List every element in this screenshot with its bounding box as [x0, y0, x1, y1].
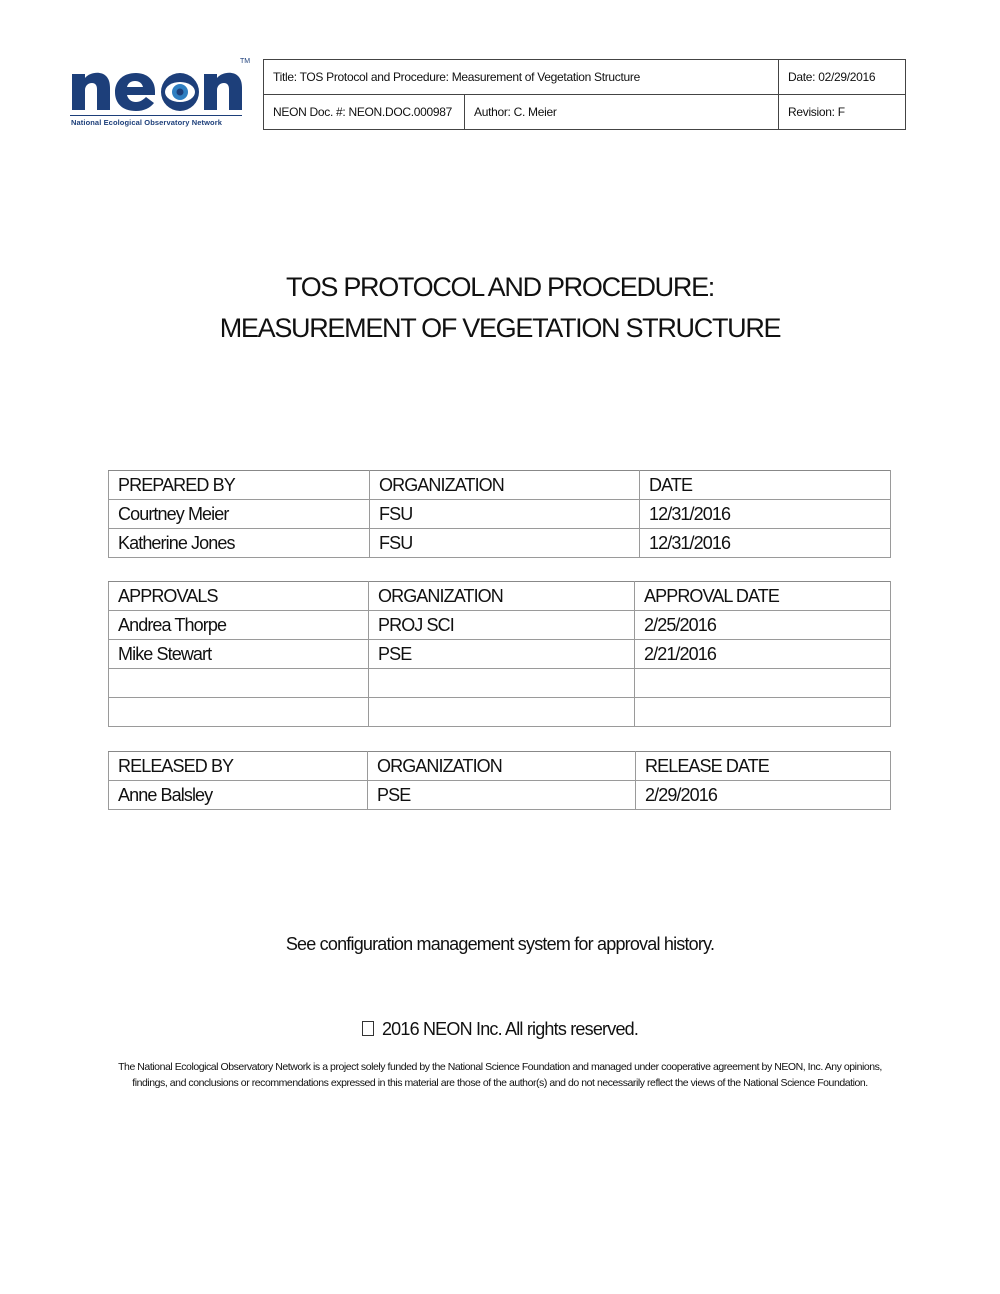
table-cell: Katherine Jones — [109, 529, 370, 558]
table-row — [109, 529, 891, 558]
page-title-line2: MEASUREMENT OF VEGETATION STRUCTURE — [219, 313, 781, 343]
header-author: Author: C. Meier — [465, 95, 779, 130]
approvals-table — [108, 581, 891, 727]
config-note: See configuration management system for approval history. — [285, 934, 715, 954]
table-cell: 2/29/2016 — [636, 781, 891, 810]
table-header-cell: DATE — [640, 471, 891, 500]
table-header-cell: RELEASE DATE — [636, 752, 891, 781]
table-cell: Andrea Thorpe — [109, 611, 369, 640]
neon-wordmark-icon — [68, 58, 251, 118]
table-cell — [369, 669, 635, 698]
table-row — [109, 611, 891, 640]
table-cell: 12/31/2016 — [640, 529, 891, 558]
header-revision: Revision: F — [779, 95, 906, 130]
logo-tm: TM — [240, 58, 251, 65]
table-header-cell: PREPARED BY — [109, 471, 370, 500]
header-title: Title: TOS Protocol and Procedure: Measurement of Vegetation Structure — [264, 60, 779, 95]
logo-underline — [70, 115, 242, 116]
table-cell — [109, 698, 369, 727]
header-date: Date: 02/29/2016 — [779, 60, 906, 95]
table-cell: Courtney Meier — [109, 500, 370, 529]
table-cell — [635, 698, 891, 727]
table-header-row — [109, 471, 891, 500]
header-doc-number: NEON Doc. #: NEON.DOC.000987 — [264, 95, 465, 130]
table-cell — [369, 698, 635, 727]
neon-logo — [68, 58, 251, 130]
table-header-cell: ORGANIZATION — [368, 752, 636, 781]
page-title — [0, 267, 1000, 349]
table-header-cell: RELEASED BY — [109, 752, 368, 781]
table-header-row — [109, 582, 891, 611]
table-header-cell: ORGANIZATION — [370, 471, 640, 500]
page-title-line1: TOS PROTOCOL AND PROCEDURE: — [286, 272, 714, 302]
table-row — [109, 698, 891, 727]
table-cell: PSE — [368, 781, 636, 810]
table-cell: PROJ SCI — [369, 611, 635, 640]
table-row — [109, 781, 891, 810]
table-cell: Mike Stewart — [109, 640, 369, 669]
table-cell: FSU — [370, 529, 640, 558]
table-row — [109, 500, 891, 529]
logo-tagline: National Ecological Observatory Network — [71, 118, 223, 127]
table-cell: PSE — [369, 640, 635, 669]
copyright-icon — [362, 1021, 374, 1036]
table-cell: 12/31/2016 — [640, 500, 891, 529]
table-header-cell: APPROVALS — [109, 582, 369, 611]
funding-disclaimer: The National Ecological Observatory Network is a project solely funded by the National Science Foundation and managed under cooperative agreement by NEON, Inc. Any opinions, findings, and conclusions or recommendations expressed in this material are those of the author(s) and do not necessarily reflect the views of the National Science Foundation. — [118, 1061, 882, 1089]
document-header-table — [263, 59, 906, 130]
table-row — [109, 640, 891, 669]
prepared-by-table — [108, 470, 891, 558]
released-by-table — [108, 751, 891, 810]
table-cell — [635, 669, 891, 698]
table-row — [109, 669, 891, 698]
copyright-text: 2016 NEON Inc. All rights reserved. — [381, 1019, 639, 1039]
table-cell — [109, 669, 369, 698]
table-cell: 2/21/2016 — [635, 640, 891, 669]
copyright-line — [0, 1019, 1000, 1040]
table-header-cell: APPROVAL DATE — [635, 582, 891, 611]
table-header-row — [109, 752, 891, 781]
table-cell: FSU — [370, 500, 640, 529]
table-cell: Anne Balsley — [109, 781, 368, 810]
table-header-cell: ORGANIZATION — [369, 582, 635, 611]
table-cell: 2/25/2016 — [635, 611, 891, 640]
